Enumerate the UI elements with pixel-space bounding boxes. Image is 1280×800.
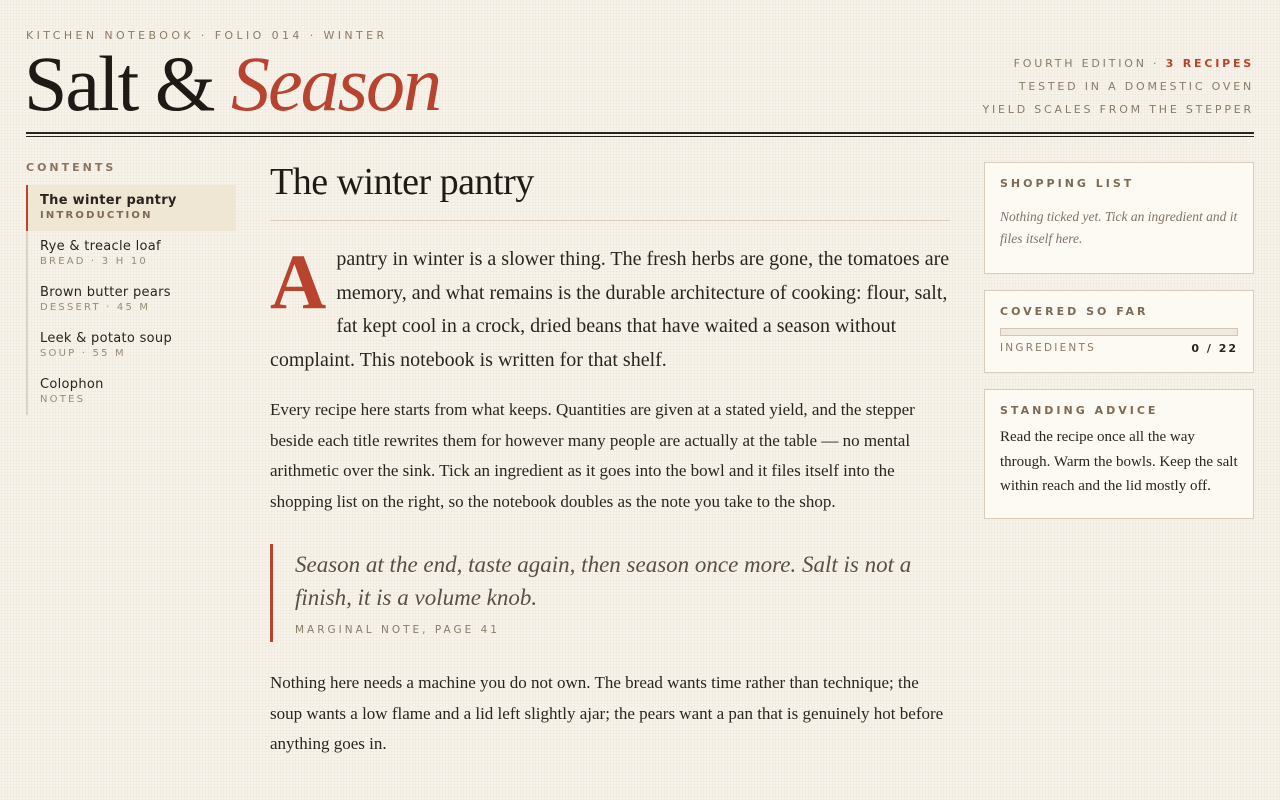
toc-item-subtitle: BREAD · 3 H 10 [40, 256, 148, 267]
lead-paragraph [270, 238, 950, 377]
yield-line: YIELD SCALES FROM THE STEPPER [982, 103, 1254, 116]
toc-item-subtitle: INTRODUCTION [40, 210, 153, 221]
body-paragraph: Every recipe here starts from what keeps. Quantities are given at a stated yield, and the stepper beside each title rewrites them for however many people are actually at the table — no mental arithmetic over the sink. Tick an ingredient as it goes into the bowl and it files itself into the shopping list on the right, so the notebook doubles as the note you take to the shop. [270, 400, 915, 512]
body-paragraph: Nothing here needs a machine you do not own. The bread wants time rather than technique; the soup wants a low flame and a lid left slightly ajar; the pears want a pan that is genuinely hot before anything goes in. [270, 672, 944, 754]
toc-item-title: Leek & potato soup [40, 331, 173, 346]
masthead-rule [26, 132, 1254, 134]
toc-item-title: The winter pantry [40, 193, 177, 208]
toc-item-subtitle: SOUP · 55 M [40, 348, 126, 359]
masthead-rule-thin [26, 136, 1254, 137]
toc-item-colophon[interactable] [28, 369, 236, 415]
pull-quote-citation: MARGINAL NOTE, PAGE 41 [295, 623, 500, 636]
toc-item-subtitle: DESSERT · 45 M [40, 302, 151, 313]
shopping-list-empty-state: Nothing ticked yet. Tick an ingredient and it files itself here. [1000, 209, 1238, 246]
lead-text: pantry in winter is a slower thing. The fresh herbs are gone, the tomatoes are memory, and what remains is the durable architecture of cooking: flour, salt, fat kept cool in a crock, dried beans that have waited a season without complaint. This notebook is written for that shelf. [270, 248, 950, 371]
progress-heading: COVERED SO FAR [1000, 305, 1149, 318]
shopping-list-panel [984, 162, 1254, 274]
advice-text: Read the recipe once all the way through. Warm the bowls. Keep the salt within reach and the lid mostly off. [1000, 429, 1238, 494]
toc-item-title: Brown butter pears [40, 285, 171, 300]
edition-meta [982, 52, 1254, 121]
contents-heading: CONTENTS [26, 161, 117, 174]
edition-label: FOURTH EDITION · [1013, 57, 1166, 70]
progress-row [1000, 342, 1238, 355]
toc-item-winter-pantry[interactable] [28, 185, 236, 231]
tested-line: TESTED IN A DOMESTIC OVEN [1018, 80, 1254, 93]
site-title-plain: Salt & [24, 40, 232, 127]
toc-item-rye-loaf[interactable] [28, 231, 236, 277]
folio-kicker: KITCHEN NOTEBOOK · FOLIO 014 · WINTER [26, 29, 388, 42]
contents-nav [26, 185, 236, 415]
advice-panel [984, 389, 1254, 519]
edition-line [982, 52, 1254, 75]
toc-item-leek-soup[interactable] [28, 323, 236, 369]
page-title: The winter pantry [270, 161, 534, 203]
title-rule [270, 220, 950, 221]
progress-label: INGREDIENTS [1000, 342, 1096, 354]
ingredients-progress-bar [1000, 328, 1238, 336]
site-title [24, 40, 440, 128]
toc-item-subtitle: NOTES [40, 394, 86, 405]
progress-panel [984, 290, 1254, 373]
site-title-accent: Season [231, 40, 440, 127]
pull-quote [270, 544, 950, 642]
recipe-count: 3 RECIPES [1165, 57, 1254, 70]
article [270, 160, 950, 760]
toc-item-butter-pears[interactable] [28, 277, 236, 323]
shopping-list-heading: SHOPPING LIST [1000, 177, 1135, 190]
toc-item-title: Colophon [40, 377, 104, 392]
drop-cap: A [270, 238, 327, 325]
toc-item-title: Rye & treacle loaf [40, 239, 161, 254]
pull-quote-text: Season at the end, taste again, then season once more. Salt is not a finish, it is a volume knob. [295, 551, 912, 610]
progress-count: 0 / 22 [1191, 342, 1238, 355]
advice-heading: STANDING ADVICE [1000, 404, 1159, 417]
